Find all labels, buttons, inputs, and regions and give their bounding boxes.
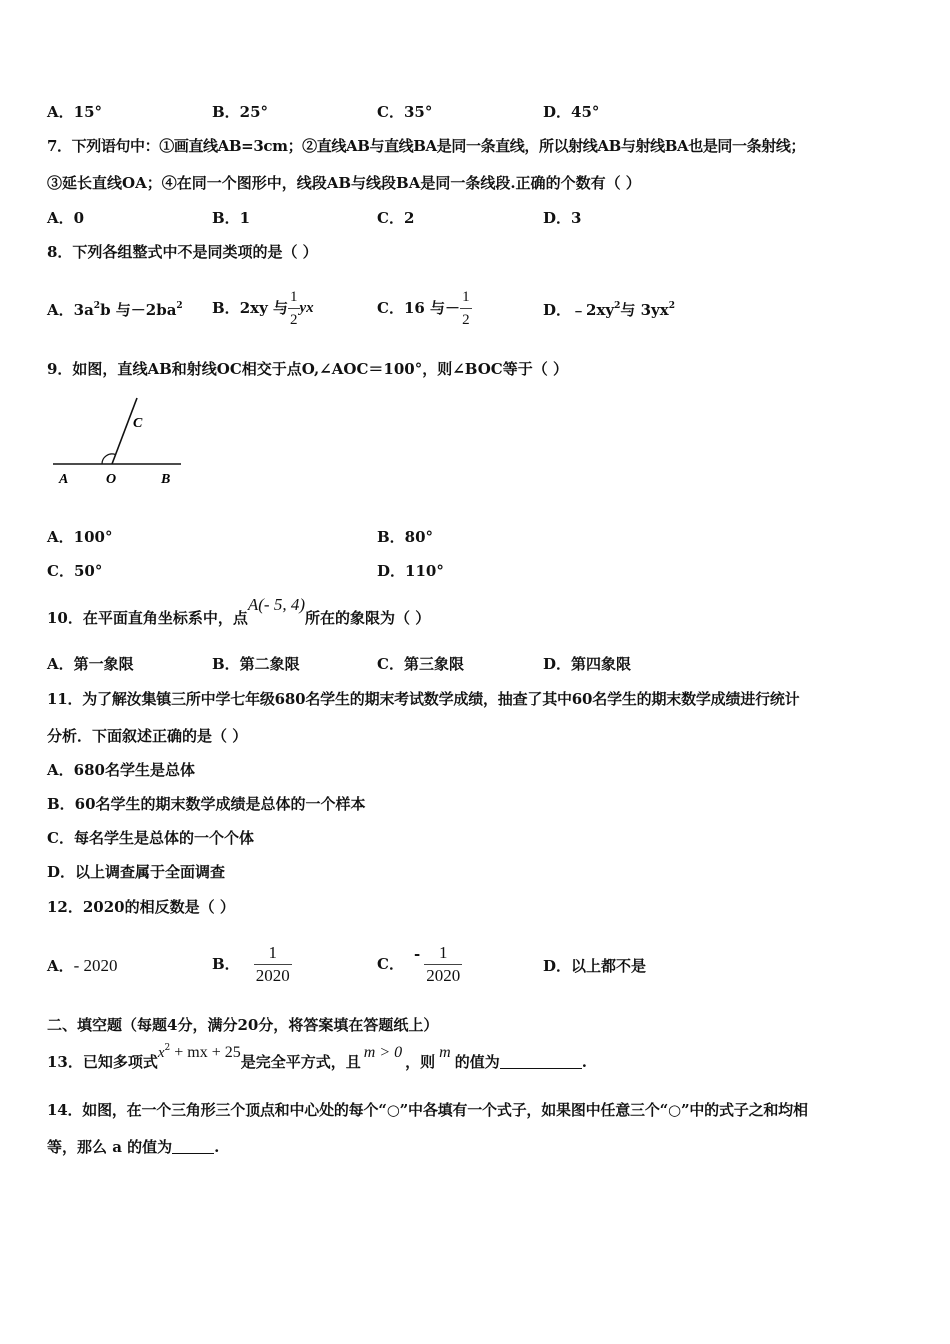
fraction <box>460 286 472 331</box>
q10-point: A(- 5, 4) <box>247 595 306 614</box>
q13-mid: 是完全平方式，且 <box>240 1053 361 1071</box>
polynomial <box>158 1043 241 1061</box>
ray-oc <box>112 398 137 464</box>
exponent: 2 <box>164 1043 171 1053</box>
poly-x: x <box>157 1045 165 1061</box>
label-a: A <box>59 472 69 487</box>
option-label: B． <box>212 299 240 317</box>
q7-option-a: A．0 <box>47 209 85 227</box>
expr-part: 16 与－ <box>403 299 461 317</box>
expr-part: 2xy 与 <box>239 299 289 317</box>
q8-stem: 8．下列各组整式中不是同类项的是（ ） <box>47 243 318 261</box>
q12-option-d: D．以上都不是 <box>543 957 647 975</box>
q7-option-d: D．3 <box>543 209 582 227</box>
q14-stem-line1: 14．如图，在一个三角形三个顶点和中心处的每个“○”中各填有一个式子，如果图中任意三个“○”中的式子之和均相 <box>47 1101 808 1119</box>
poly-rest: + mx + 25 <box>170 1044 241 1061</box>
q10-stem-pre: 10．在平面直角坐标系中，点 <box>47 609 248 627</box>
q10-option-d: D．第四象限 <box>543 655 632 673</box>
option-label: A． <box>47 957 74 975</box>
expr-part: 3a <box>73 301 94 319</box>
q8-option-a <box>47 300 183 320</box>
q7-stem-line2: ③延长直线OA；④在同一个图形中，线段AB与线段BA是同一条线段.正确的个数有（ ） <box>47 174 641 192</box>
exponent: 2 <box>176 301 183 311</box>
q7-option-b: B．1 <box>212 209 251 227</box>
fraction <box>254 942 292 987</box>
fraction-denominator: 2 <box>290 311 298 328</box>
expr-part: yx <box>299 300 314 316</box>
q8-option-d <box>543 300 675 320</box>
label-c: C <box>133 416 143 431</box>
q12-stem: 12．2020的相反数是（ ） <box>47 898 235 916</box>
q10-option-c: C．第三象限 <box>377 655 464 673</box>
q12-option-b <box>212 934 292 994</box>
fraction-denominator: 2020 <box>426 965 461 985</box>
fraction <box>288 286 300 331</box>
label-b: B <box>161 472 171 487</box>
q8-option-b <box>212 278 314 338</box>
q10-option-b: B．第二象限 <box>212 655 300 673</box>
minus-sign: - <box>413 945 421 963</box>
q13-mid2: ，则 <box>405 1053 436 1071</box>
q7-option-c: C．2 <box>377 209 415 227</box>
q13-end: . <box>581 1053 587 1071</box>
q6-option-a: A．15° <box>47 103 103 121</box>
fraction-numerator: 1 <box>288 286 300 309</box>
q11-stem-line1: 11．为了解汝集镇三所中学七年级680名学生的期末考试数学成绩，抽查了其中60名学生的期末数学成绩进行统计 <box>47 690 800 708</box>
q6-option-b: B．25° <box>212 103 269 121</box>
option-label: A． <box>47 301 74 319</box>
label-o: O <box>106 472 117 487</box>
fraction-numerator: 1 <box>254 942 292 965</box>
q13-stem <box>47 1043 587 1073</box>
fraction-numerator: 1 <box>460 286 472 309</box>
q9-angle-figure <box>45 392 190 492</box>
option-label: B． <box>212 955 240 973</box>
fraction-denominator: 2 <box>462 311 470 328</box>
fraction <box>424 942 462 987</box>
expr-part: ﹣2xy <box>571 301 615 319</box>
option-value: - 2020 <box>73 956 118 975</box>
expr-part: b 与－2ba <box>100 301 177 319</box>
q11-option-b: B．60名学生的期末数学成绩是总体的一个样本 <box>47 795 366 813</box>
exponent: 2 <box>93 301 101 311</box>
section2-title: 二、填空题（每题4分，满分20分，将答案填在答题纸上） <box>47 1016 439 1034</box>
fraction-denominator: 2020 <box>255 965 290 985</box>
q11-option-c: C．每名学生是总体的一个个体 <box>47 829 254 847</box>
q7-stem-line1: 7．下列语句中：①画直线AB=3cm；②直线AB与直线BA是同一条直线，所以射线AB与射线BA也是同一条射线； <box>47 137 806 155</box>
q9-stem: 9．如图，直线AB和射线OC相交于点O,∠AOC＝100°，则∠BOC等于（ ） <box>47 360 568 378</box>
option-label: C． <box>377 299 404 317</box>
q6-option-c: C．35° <box>377 103 433 121</box>
q10-option-a: A．第一象限 <box>47 655 134 673</box>
q11-stem-line2: 分析．下面叙述正确的是（ ） <box>47 727 248 745</box>
q13-pre: 13．已知多项式 <box>47 1053 158 1071</box>
condition: m > 0 <box>363 1044 403 1061</box>
fraction-numerator: 1 <box>424 942 462 965</box>
exponent: 2 <box>614 301 621 311</box>
variable-m: m <box>439 1044 451 1061</box>
q10-stem-post: 所在的象限为（ ） <box>305 609 431 627</box>
q14-line2-pre: 等，那么 a 的值为 <box>47 1138 173 1156</box>
q11-option-a: A．680名学生是总体 <box>47 761 195 779</box>
answer-blank[interactable] <box>500 1054 582 1069</box>
q12-option-c <box>377 934 462 994</box>
q14-stem-line2 <box>47 1137 219 1157</box>
option-label: D． <box>543 301 572 319</box>
q10-stem <box>47 595 431 628</box>
q9-option-a: A．100° <box>47 528 113 546</box>
q8-option-c <box>377 278 472 338</box>
q9-option-c: C．50° <box>47 562 103 580</box>
q9-option-d: D．110° <box>377 562 444 580</box>
q14-end: . <box>214 1138 220 1156</box>
q6-option-d: D．45° <box>543 103 600 121</box>
q11-option-d: D．以上调查属于全面调查 <box>47 863 226 881</box>
expr-part: 与 3yx <box>620 301 669 319</box>
q13-post: 的值为 <box>454 1053 500 1071</box>
answer-blank[interactable] <box>172 1139 214 1154</box>
option-label: C． <box>377 955 404 973</box>
q12-option-a <box>47 956 118 976</box>
exponent: 2 <box>668 301 675 311</box>
q9-option-b: B．80° <box>377 528 434 546</box>
